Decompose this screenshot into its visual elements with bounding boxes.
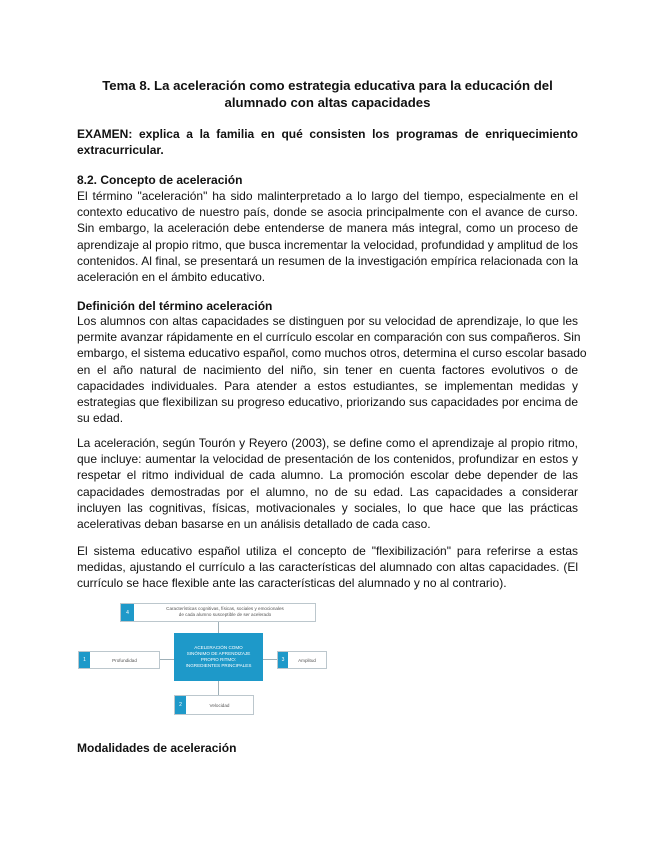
text-line: La aceleración, según Tourón y Reyero (2003), se define como el aprendizaje al propio ritmo, (77, 436, 578, 450)
diagram-box-speed (174, 695, 254, 715)
text-line: acelerativas deban basarse en un análisis detallado de cada caso. (77, 516, 431, 531)
center-line: SINÓNIMO DE APRENDIZAJE (186, 650, 251, 656)
box-number: 1 (79, 652, 90, 668)
box-label: Amplitud (298, 658, 316, 663)
definition-heading: Definición del término aceleración (77, 299, 273, 313)
box-number: 3 (278, 652, 288, 668)
text-line: El sistema educativo español utiliza el concepto de "flexibilización" para referirse a estas (77, 544, 578, 558)
document-title (77, 77, 578, 111)
text-line: medidas, ajustando el currículo a las características del alumnado con altas capacidades. (El (77, 560, 578, 575)
box-text-line: de cada alumno susceptible de ser acelerado (178, 612, 272, 617)
text-line: incluyen las cognitivas, físicas, motivacionales y sociales, lo que hace que las prácticas (77, 500, 578, 515)
center-line: PROPIO RITMO: (200, 657, 237, 662)
connector-right (263, 659, 277, 660)
box-label: Velocidad (209, 703, 230, 708)
diagram-center-box (174, 633, 263, 681)
connector-bottom (218, 681, 219, 695)
definition-paragraph-3 (77, 543, 578, 592)
section-paragraph (77, 188, 578, 285)
box-number: 2 (175, 696, 186, 714)
exam-question (77, 126, 578, 158)
text-line: capacidades individuales. Para atender a estos estudiantes, se implementan medidas y (77, 378, 578, 393)
exam-line-1: EXAMEN: explica a la familia en qué consisten los programas de enriquecimiento (77, 127, 578, 141)
section-heading: 8.2. Concepto de aceleración (77, 173, 243, 187)
text-line: capacidades demostradas por el alumno, no de su edad. Las capacidades a considerar (77, 484, 578, 499)
title-line-1: Tema 8. La aceleración como estrategia educativa para la educación del (102, 78, 553, 93)
text-line: El término "aceleración" ha sido malinterpretado a lo largo del tiempo, especialmente en el (77, 189, 578, 203)
text-line: embargo, el sistema educativo español, como muchos otros, determina el curso escolar basado (77, 346, 587, 361)
text-line: estrategias que flexibilizan su progreso educativo, priorizando sus capacidades por encima de (77, 394, 578, 409)
modalities-heading: Modalidades de aceleración (77, 741, 237, 755)
box-label: Profundidad (112, 658, 137, 663)
text-line: aceleración en el ámbito educativo. (77, 269, 266, 284)
text-line: contenidos. Al final, se presentará un resumen de la investigación empírica relacionada con la (77, 253, 578, 268)
text-line: permite avanzar rápidamente en el currículo escolar en comparación con sus compañeros. Sin (77, 330, 581, 345)
text-line: que incluye: aumentar la velocidad de presentación de los contenidos, profundizar en estos y (77, 452, 578, 467)
exam-line-2: extracurricular. (77, 143, 164, 157)
text-line: Sin embargo, la aceleración debe entenderse de manera más integral, como un proceso de (77, 221, 578, 236)
title-line-2: alumnado con altas capacidades (224, 95, 431, 110)
diagram-box-depth (78, 651, 160, 669)
center-line: ACELERACIÓN COMO (194, 644, 243, 650)
box-number: 4 (121, 604, 134, 621)
diagram-box-breadth (277, 651, 327, 669)
connector-top (218, 621, 219, 633)
box-text-line: Características cognitivas, físicas, sociales y emocionales (166, 606, 284, 611)
diagram-box-characteristics (120, 603, 316, 622)
text-line: Los alumnos con altas capacidades se distinguen por su velocidad de aprendizaje, lo que les (77, 314, 578, 328)
text-line: contexto educativo de nuestro país, donde se asocia principalmente con el avance de curso. (77, 205, 578, 220)
connector-left (160, 659, 174, 660)
acceleration-diagram (78, 600, 328, 720)
definition-paragraph-2 (77, 435, 578, 532)
box-text (137, 606, 313, 618)
text-line: en el año natural de nacimiento del niño, sin tener en cuenta factores evolutivos o de (77, 362, 578, 377)
text-line: currículo se hace flexible ante las características del alumnado y no al contrario). (77, 576, 507, 591)
text-line: su edad. (77, 411, 124, 426)
text-line: aprendizaje al propio ritmo, que busca incrementar la velocidad, profundidad y amplitud de los (77, 237, 578, 252)
text-line: respetar el ritmo individual de cada alumno. La promoción escolar debe depender de las (77, 468, 578, 483)
center-line: INGREDIENTES PRINCIPALES (185, 663, 252, 669)
definition-paragraph-1 (77, 313, 587, 426)
